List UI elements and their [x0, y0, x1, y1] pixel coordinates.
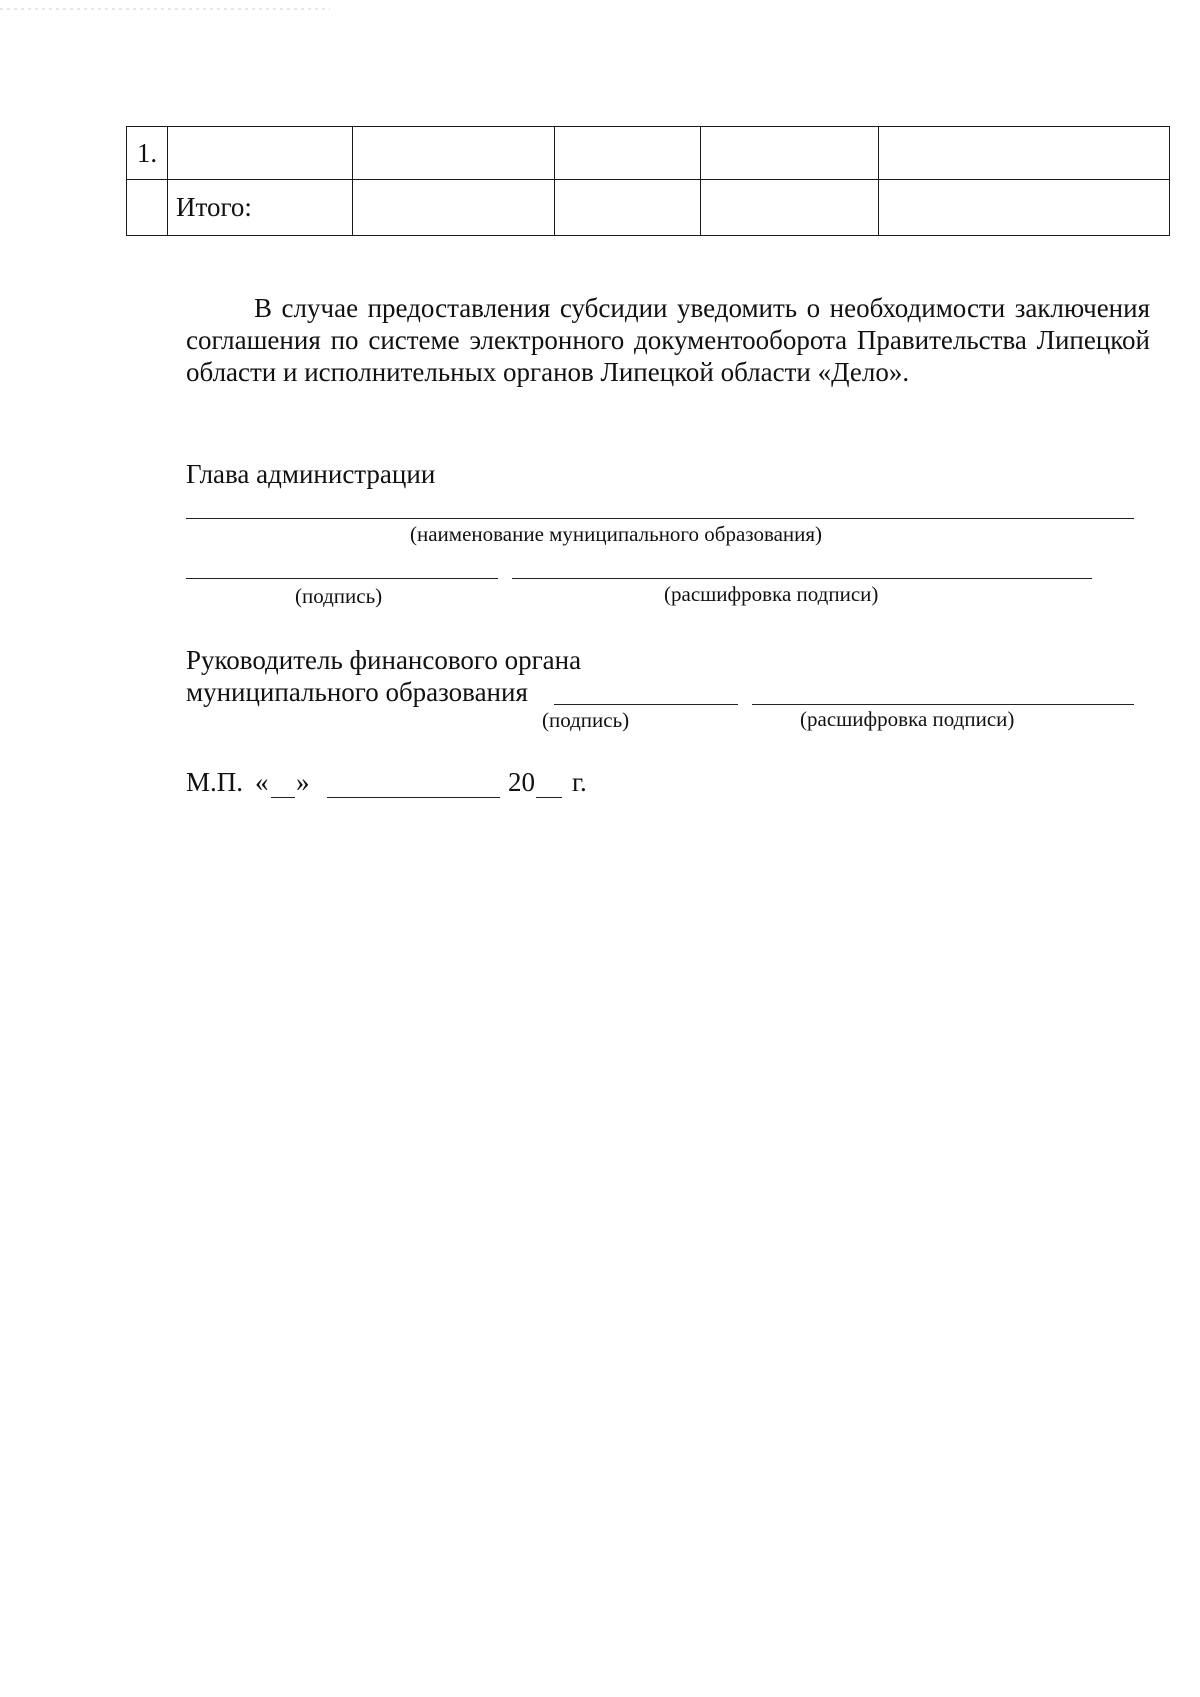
year-field[interactable] — [536, 797, 562, 798]
table-cell — [879, 180, 1170, 236]
municipality-caption: (наименование муниципального образования) — [410, 522, 823, 546]
finance-decode-line[interactable] — [752, 704, 1134, 705]
stamp-mp: М.П. — [186, 767, 244, 797]
row-number: 1. — [127, 127, 168, 180]
signature-caption: (подпись) — [542, 708, 630, 732]
table-cell — [555, 180, 701, 236]
table-cell — [701, 180, 879, 236]
head-signature-line[interactable] — [186, 578, 498, 579]
total-label: Итого: — [168, 180, 353, 236]
year-suffix: г. — [572, 767, 587, 797]
table-cell — [701, 127, 879, 180]
table-cell — [168, 127, 353, 180]
scan-artifact — [0, 8, 330, 10]
month-field[interactable] — [327, 797, 500, 798]
day-field[interactable] — [271, 797, 295, 798]
subsidy-table — [126, 126, 1170, 236]
decode-caption: (расшифровка подписи) — [664, 582, 879, 606]
date-quote-open: « — [255, 767, 269, 797]
row-number — [127, 180, 168, 236]
table-cell — [353, 127, 555, 180]
year-prefix: 20 — [508, 767, 535, 797]
signature-caption: (подпись) — [295, 584, 383, 608]
head-admin-title: Глава администрации — [186, 459, 436, 489]
finance-signature-line[interactable] — [554, 704, 738, 705]
table-row — [127, 127, 1170, 180]
table-cell — [353, 180, 555, 236]
table-cell — [555, 127, 701, 180]
finance-head-title-1: Руководитель финансового органа — [186, 645, 582, 675]
decode-caption: (расшифровка подписи) — [800, 707, 1015, 731]
table-row-total — [127, 180, 1170, 236]
date-quote-close: » — [296, 767, 310, 797]
municipality-name-line[interactable] — [186, 518, 1134, 519]
table-cell — [879, 127, 1170, 180]
head-decode-line[interactable] — [512, 578, 1092, 579]
finance-head-title-2: муниципального образования — [186, 677, 528, 707]
notice-paragraph: В случае предоставления субсидии уведомить о необходимости заключения соглашения по системе электронного документооборота Правительства Липецкой области и исполнительных органов Липецкой области «Дело». — [186, 293, 1150, 387]
